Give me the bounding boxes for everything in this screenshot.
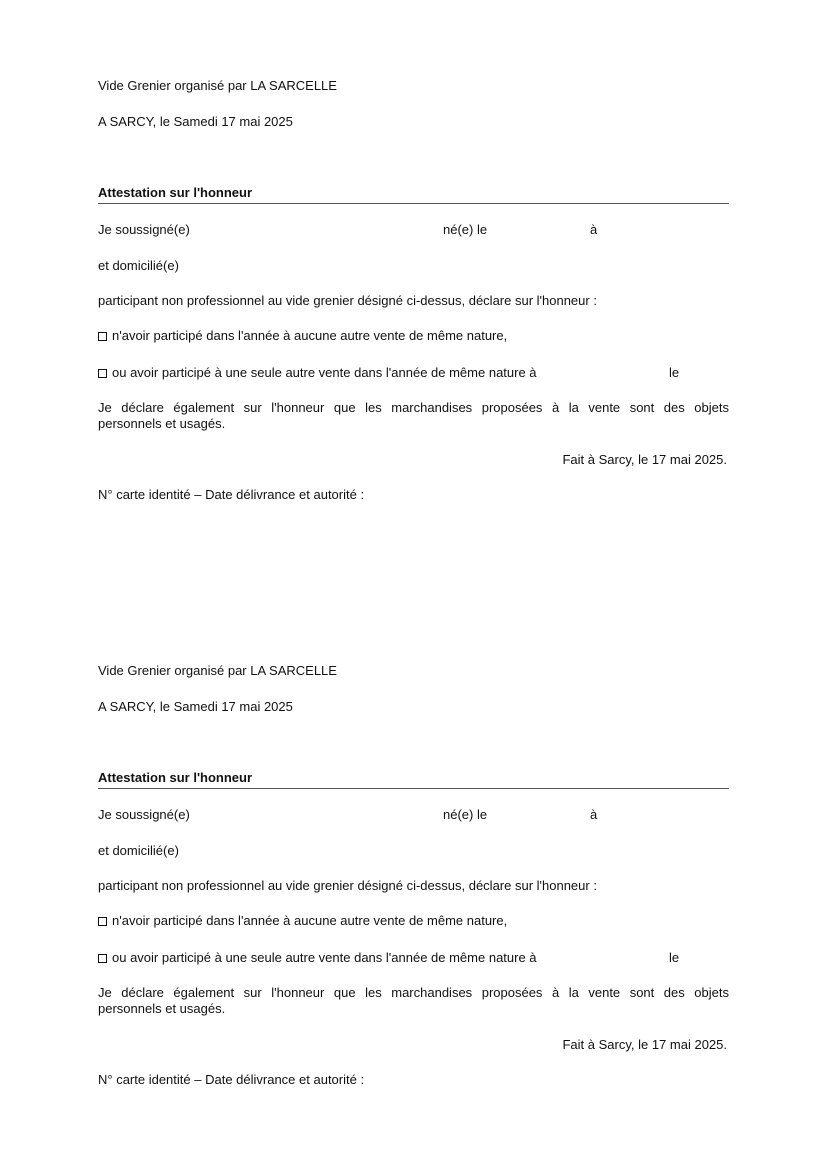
form-title: Attestation sur l'honneur	[98, 185, 729, 204]
id-card-label: N° carte identité – Date délivrance et autorité :	[98, 487, 365, 502]
domicile-label: et domicilié(e)	[98, 843, 179, 858]
header-date: A SARCY, le Samedi 17 mai 2025	[98, 699, 293, 714]
header-organizer: Vide Grenier organisé par LA SARCELLE	[98, 78, 337, 93]
id-card-label: N° carte identité – Date délivrance et autorité :	[98, 1072, 365, 1087]
soussigne-label: Je soussigné(e)	[98, 807, 190, 822]
checkbox-no-participation[interactable]	[98, 332, 107, 341]
soussigne-label: Je soussigné(e)	[98, 222, 190, 237]
birth-place-label: à	[590, 807, 598, 822]
birth-place-label: à	[590, 222, 598, 237]
option-one-participation	[98, 950, 537, 966]
participation-date-label: le	[669, 365, 680, 380]
checkbox-no-participation[interactable]	[98, 917, 107, 926]
header-organizer: Vide Grenier organisé par LA SARCELLE	[98, 663, 337, 678]
domicile-label: et domicilié(e)	[98, 258, 179, 273]
option-no-participation	[98, 913, 507, 929]
option-one-participation-text: ou avoir participé à une seule autre vente dans l'année de même nature à	[112, 365, 537, 380]
checkbox-one-participation[interactable]	[98, 954, 107, 963]
participation-date-label: le	[669, 950, 680, 965]
attestation-form-1	[98, 0, 729, 520]
option-one-participation	[98, 365, 537, 381]
declaration-line-2: personnels et usagés.	[98, 416, 226, 431]
attestation-form-2	[98, 585, 729, 1105]
header-date: A SARCY, le Samedi 17 mai 2025	[98, 114, 293, 129]
checkbox-one-participation[interactable]	[98, 369, 107, 378]
option-no-participation	[98, 328, 507, 344]
birth-date-label: né(e) le	[443, 807, 488, 822]
signature-place-date: Fait à Sarcy, le 17 mai 2025.	[562, 1037, 727, 1052]
option-no-participation-text: n'avoir participé dans l'année à aucune autre vente de même nature,	[112, 328, 508, 343]
participant-statement: participant non professionnel au vide grenier désigné ci-dessus, déclare sur l'honneur :	[98, 878, 597, 893]
declaration-line-2: personnels et usagés.	[98, 1001, 226, 1016]
option-one-participation-text: ou avoir participé à une seule autre vente dans l'année de même nature à	[112, 950, 537, 965]
declaration-line-1: Je déclare également sur l'honneur que les marchandises proposées à la vente sont des objets	[98, 985, 729, 1000]
signature-place-date: Fait à Sarcy, le 17 mai 2025.	[562, 452, 727, 467]
participant-statement: participant non professionnel au vide grenier désigné ci-dessus, déclare sur l'honneur :	[98, 293, 597, 308]
option-no-participation-text: n'avoir participé dans l'année à aucune autre vente de même nature,	[112, 913, 508, 928]
form-title: Attestation sur l'honneur	[98, 770, 729, 789]
birth-date-label: né(e) le	[443, 222, 488, 237]
declaration-line-1: Je déclare également sur l'honneur que les marchandises proposées à la vente sont des objets	[98, 400, 729, 415]
